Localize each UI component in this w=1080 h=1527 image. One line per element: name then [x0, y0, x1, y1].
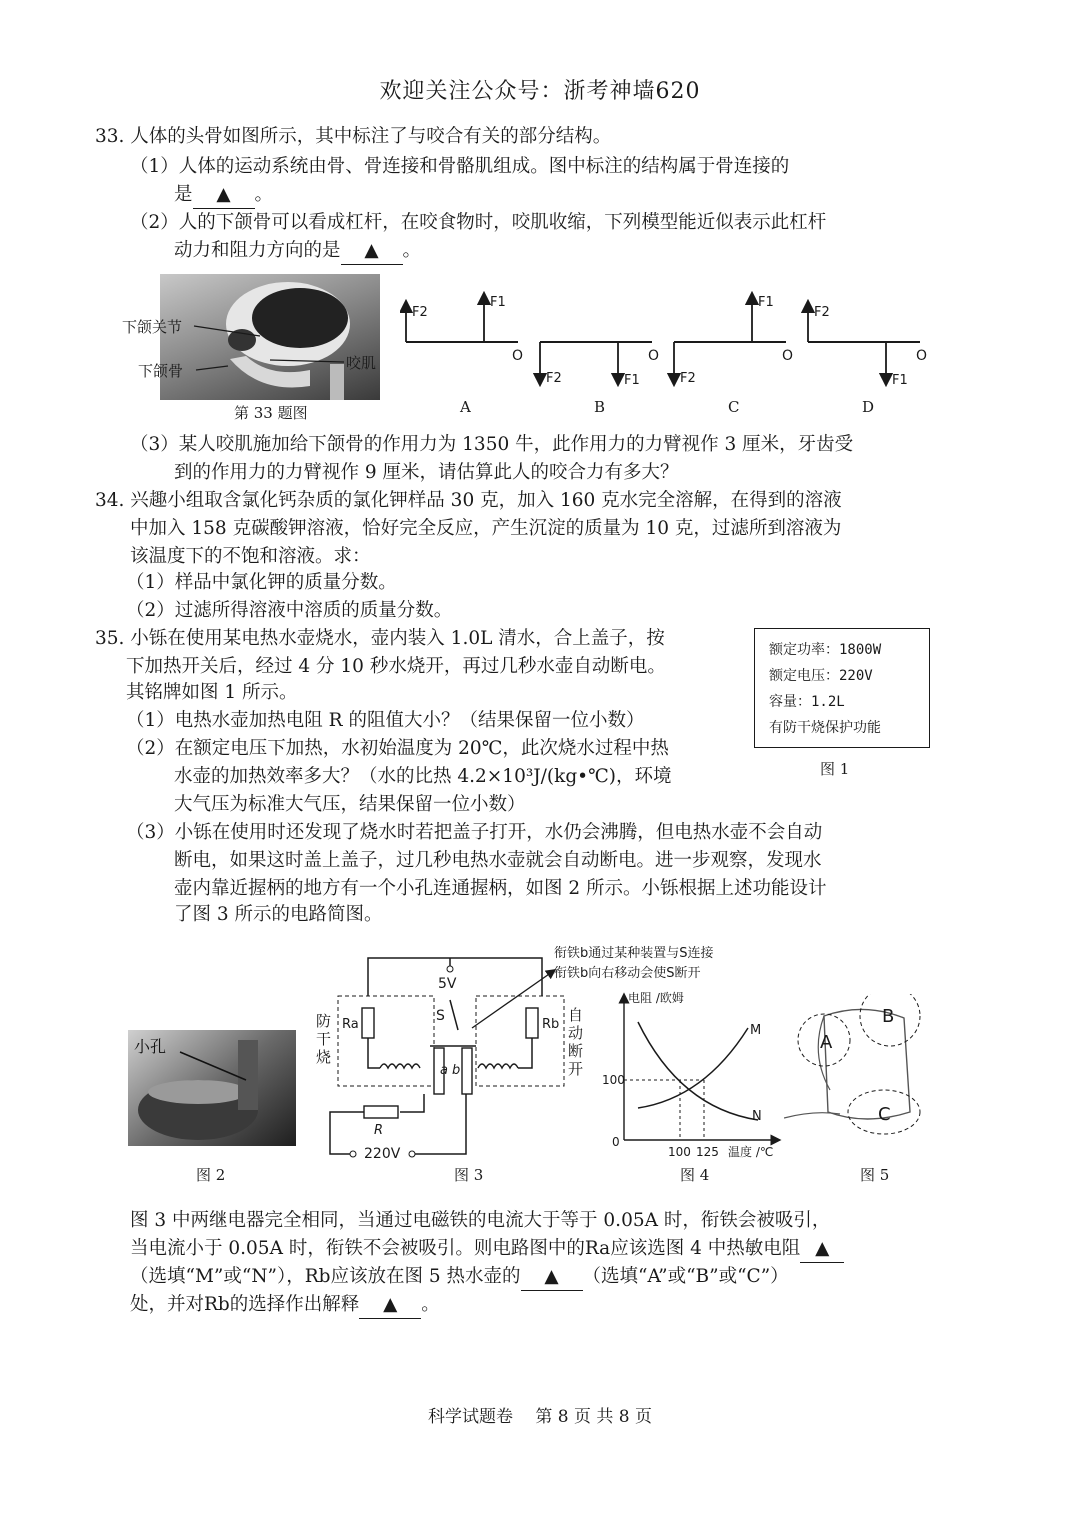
- q34-line3: 该温度下的不饱和溶液。求：: [130, 546, 371, 567]
- q33-stem: 33. 人体的头骨如图所示，其中标注了与咬合有关的部分结构。: [95, 126, 612, 147]
- voltage-5v: 5V: [438, 976, 457, 992]
- answer-blank: ▲: [800, 1236, 844, 1263]
- graph-x-label: 温度 /℃: [728, 1145, 774, 1159]
- q35-final-line2: 当电流小于 0.05A 时，衔铁不会被吸引。则电路图中的Ra应该选图 4 中热敏电阻 ▲: [130, 1236, 844, 1263]
- option-a-label: A: [460, 398, 471, 416]
- answer-blank: ▲: [193, 182, 255, 209]
- figure-caption-5: 图 5: [860, 1166, 890, 1184]
- q34-part1: （1）样品中氯化钾的质量分数。: [126, 572, 397, 593]
- pivot-label: O: [648, 348, 660, 364]
- lever-model-d: [808, 305, 927, 388]
- force-label: F1: [490, 295, 506, 310]
- q35-part3-line2: 断电，如果这时盖上盖子，过几秒电热水壶就会自动断电。进一步观察，发现水: [174, 850, 822, 871]
- force-label: F2: [680, 371, 696, 386]
- q35-part2-line3: 大气压为标准大气压，结果保留一位小数）: [174, 794, 526, 815]
- q34-line1: 34. 兴趣小组取含氯化钙杂质的氯化钾样品 30 克，加入 160 克水完全溶解，在得到的溶液: [95, 490, 842, 511]
- q35-final-line4: 处，并对Rb的选择作出解释 ▲ 。: [130, 1292, 440, 1319]
- nameplate-capacity: 容量：1.2L: [769, 694, 845, 710]
- figure-caption-1: 图 1: [820, 760, 850, 778]
- resistor-r-label: R: [374, 1123, 384, 1138]
- option-c-label: C: [728, 398, 740, 416]
- small-hole-label: 小孔: [134, 1037, 167, 1056]
- q33-part3-line2: 到的作用力的力臂视作 9 厘米，请估算此人的咬合力有多大？: [174, 462, 679, 483]
- circuit-annotation-2: 衔铁b向右移动会使S断开: [554, 966, 701, 981]
- figure-caption-4: 图 4: [680, 1166, 710, 1184]
- q33-part1-line2: 是 ▲ 。: [174, 182, 273, 209]
- answer-blank: ▲: [341, 238, 403, 265]
- nameplate-figure: [754, 628, 930, 748]
- figure-caption-3: 图 3: [454, 1166, 484, 1184]
- region-c-label: C: [878, 1104, 891, 1125]
- graph-y-tick: 100: [602, 1073, 625, 1087]
- force-label: F1: [758, 295, 774, 310]
- q35-part2-line1: （2）在额定电压下加热，水初始温度为 20℃，此次烧水过程中热: [126, 738, 669, 759]
- lever-model-c: [674, 295, 793, 386]
- curve-n-label: N: [752, 1109, 762, 1124]
- curve-m-label: M: [750, 1023, 762, 1038]
- pivot-label: O: [512, 348, 524, 364]
- region-a-label: A: [820, 1032, 833, 1053]
- q33-part2-line1: （2）人的下颌骨可以看成杠杆，在咬食物时，咬肌收缩，下列模型能近似表示此杠杆: [130, 212, 827, 233]
- armature-a-label: a: [440, 1063, 448, 1078]
- q35-line1: 35. 小铄在使用某电热水壶烧水，壶内装入 1.0L 清水，合上盖子，按: [95, 628, 665, 649]
- q35-final-line3: （选填“M”或“N”），Rb应该放在图 5 热水壶的 ▲ （选填“A”或“B”或“C”）: [130, 1264, 789, 1291]
- force-label: F2: [546, 371, 562, 386]
- resistor-ra-label: Ra: [342, 1017, 359, 1032]
- force-label: F2: [814, 305, 830, 320]
- lever-model-b: [540, 342, 659, 388]
- graph-x-tick: 100: [668, 1145, 691, 1159]
- graph-y-label: 电阻 /欧姆: [628, 991, 684, 1005]
- force-label: F1: [892, 373, 908, 388]
- kettle-outline-figure: [784, 994, 934, 1144]
- q35-line2: 下加热开关后，经过 4 分 10 秒水烧开，再过几秒水壶自动断电。: [126, 656, 666, 677]
- q35-part3-line4: 了图 3 所示的电路简图。: [174, 904, 383, 925]
- nameplate-protection: 有防干烧保护功能: [769, 720, 881, 736]
- skull-label-joint: 下颌关节: [122, 318, 183, 336]
- figure-caption-q33: 第 33 题图: [234, 404, 308, 422]
- q35-final-line1: 图 3 中两继电器完全相同，当通过电磁铁的电流大于等于 0.05A 时，衔铁会被吸引，: [130, 1210, 831, 1231]
- thermistor-graph: [598, 988, 784, 1160]
- q35-part1: （1）电热水壶加热电阻 R 的阻值大小？（结果保留一位小数）: [126, 710, 645, 731]
- force-label: F1: [624, 373, 640, 388]
- anti-dry-burn-label: 防 干 烧: [316, 1012, 332, 1066]
- circuit-annotation-1: 衔铁b通过某种装置与S连接: [554, 946, 714, 961]
- pivot-label: O: [916, 348, 928, 364]
- option-b-label: B: [594, 398, 606, 416]
- q33-part1-line1: （1）人体的运动系统由骨、骨连接和骨骼肌组成。图中标注的结构属于骨连接的: [130, 156, 790, 177]
- q35-part3-line1: （3）小铄在使用时还发现了烧水时若把盖子打开，水仍会沸腾，但电热水壶不会自动: [126, 822, 823, 843]
- lever-models: [400, 286, 940, 396]
- switch-label: S: [436, 1008, 445, 1024]
- force-label: F2: [412, 305, 428, 320]
- skull-label-masseter: 咬肌: [346, 354, 377, 372]
- q34-line2: 中加入 158 克碳酸钾溶液，恰好完全反应，产生沉淀的质量为 10 克，过滤所到溶液为: [130, 518, 842, 539]
- armature-b-label: b: [452, 1063, 461, 1078]
- q33-part3-line1: （3）某人咬肌施加给下颌骨的作用力为 1350 牛，此作用力的力臂视作 3 厘米，牙齿受: [130, 434, 854, 455]
- page-footer: 科学试题卷 第 8 页 共 8 页: [427, 1407, 653, 1427]
- nameplate-power: 额定功率：1800W: [769, 642, 882, 658]
- region-b-label: B: [882, 1006, 895, 1027]
- q33-part2-line2: 动力和阻力方向的是 ▲ 。: [174, 238, 421, 265]
- lever-model-a: [406, 295, 523, 364]
- answer-blank: ▲: [359, 1292, 421, 1319]
- figure-caption-2: 图 2: [196, 1166, 226, 1184]
- pivot-label: O: [782, 348, 794, 364]
- option-d-label: D: [862, 398, 875, 416]
- resistor-rb-label: Rb: [542, 1017, 560, 1032]
- skull-label-mandible: 下颌骨: [138, 362, 184, 380]
- curve-m: [638, 1028, 748, 1108]
- mains-voltage-label: 220V: [364, 1146, 401, 1158]
- page-header: 欢迎关注公众号：浙考神墙620: [379, 79, 701, 104]
- curve-n: [638, 1022, 758, 1120]
- q35-part2-line2: 水壶的加热效率多大？（水的比热 4.2×10³J/(kg•℃)，环境: [174, 766, 672, 787]
- nameplate-voltage: 额定电压：220V: [769, 668, 873, 684]
- auto-off-label: 自 动 断 开: [568, 1006, 584, 1078]
- graph-x-tick: 125: [696, 1145, 719, 1159]
- graph-origin: 0: [612, 1135, 620, 1149]
- answer-blank: ▲: [521, 1264, 583, 1291]
- q35-part3-line3: 壶内靠近握柄的地方有一个小孔连通握柄，如图 2 所示。小铄根据上述功能设计: [174, 878, 827, 899]
- q35-line3: 其铭牌如图 1 所示。: [126, 682, 298, 703]
- q34-part2: （2）过滤所得溶液中溶质的质量分数。: [126, 600, 453, 621]
